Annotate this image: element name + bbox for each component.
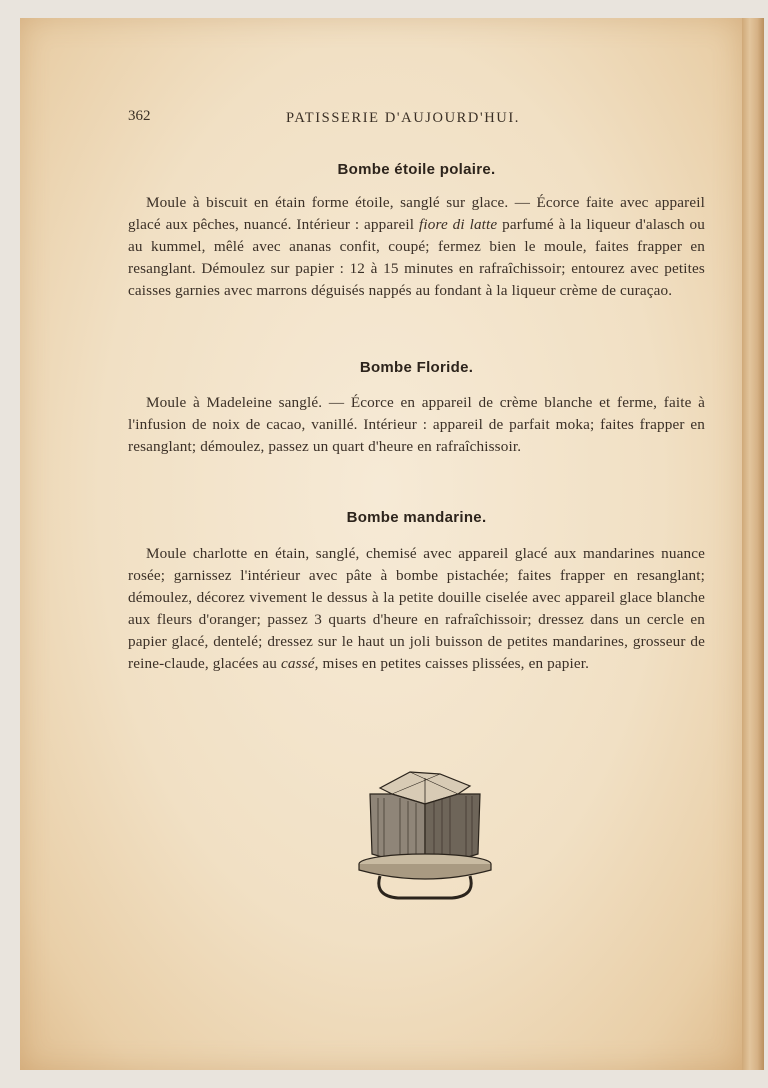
recipe-title: Bombe Floride. bbox=[359, 359, 474, 376]
recipe-text: Moule charlotte en étain, sanglé, chemisé avec appareil glacé aux mandarines nuance rosée; garnissez l'intérieur avec pâte à bombe pistachée; faites frapper en resanglant; démoulez, décorez vivement le dessus à la petite douille ciselée avec appareil glace blanche aux fleurs d'oranger; passez 3 quarts d'heure en rafraîchissoir; dressez dans un cercle en papier glacé, dentelé; dressez sur le haut un joli buisson de petites mandarines, grosseur de reine-claude, glacées au cassé, mises en petites caisses plissées, en papier. bbox=[128, 545, 705, 673]
recipe-bombe-mandarine bbox=[128, 509, 705, 676]
recipe-title: Bombe mandarine. bbox=[346, 509, 487, 526]
recipe-text: Moule à Madeleine sanglé. — Écorce en appareil de crème blanche et ferme, faite à l'infusion de noix de cacao, vanillé. Intérieur : appareil de parfait moka; faites frapper en resanglant; démoulez, passez un quart d'heure en rafraîchissoir. bbox=[128, 394, 705, 456]
star-mould-engraving bbox=[350, 764, 500, 904]
recipe-title: Bombe étoile polaire. bbox=[337, 161, 496, 178]
running-title: PATISSERIE D'AUJOURD'HUI. bbox=[286, 110, 521, 126]
recipe-text: Moule à biscuit en étain forme étoile, sanglé sur glace. — Écorce faite avec appareil glacé aux pêches, nuancé. Intérieur : appareil fiore di latte parfumé à la liqueur d'alasch ou au kummel, mêlé avec ananas confit, coupé; fermez bien le moule, faites frapper en resanglant. Démoulez sur papier : 12 à 15 minutes en rafraîchissoir; entourez avec petites caisses garnies avec marrons déguisés nappés au fondant à la liqueur crème de curaçao. bbox=[128, 194, 706, 300]
italic-term: cassé bbox=[281, 655, 315, 673]
recipe-bombe-floride bbox=[128, 359, 705, 458]
recipe-bombe-etoile-polaire bbox=[128, 161, 705, 302]
page-header bbox=[20, 106, 742, 136]
page-number: 362 bbox=[128, 108, 151, 124]
book-spine-edge bbox=[742, 18, 764, 1070]
book-page bbox=[20, 18, 742, 1070]
italic-term: fiore di latte bbox=[418, 216, 498, 234]
